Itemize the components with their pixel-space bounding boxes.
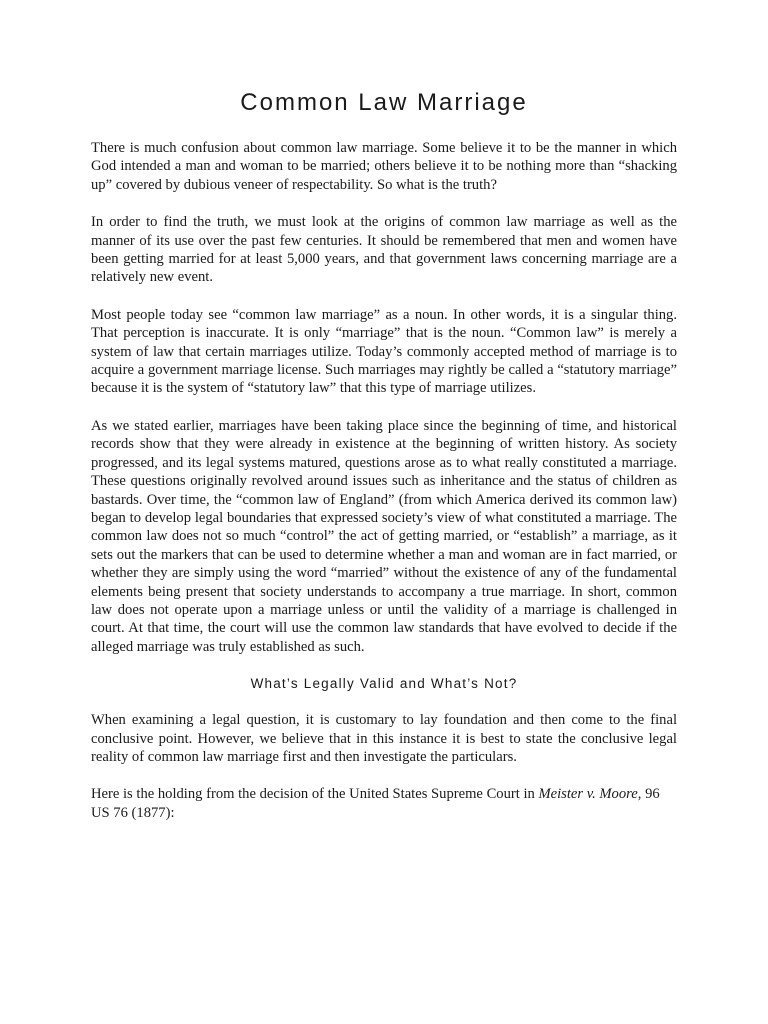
paragraph-noun: Most people today see “common law marriage” as a noun. In other words, it is a singular thing. That perception is inaccurate. It is only “marriage” that is the noun. “Common law” is merely a system of law that certain marriages utilize. Today’s commonly accepted method of marriage is to acquire a government marriage license. Such marriages may rightly be called a “statutory marriage” because it is the system of “statutory law” that this type of marriage utilizes. <box>91 306 677 397</box>
holding-intro: Here is the holding from the decision of the United States Supreme Court in <box>91 786 539 803</box>
case-citation: , 96 US 76 (1877): <box>91 786 660 821</box>
case-name: Meister v. Moore <box>538 786 638 803</box>
paragraph-intro: There is much confusion about common law marriage. Some believe it to be the manner in which God intended a man and woman to be married; others believe it to be nothing more than “shacking up” covered by dubious veneer of respectability. So what is the truth? <box>91 140 677 193</box>
paragraph-origins: In order to find the truth, we must look at the origins of common law marriage as well as the manner of its use over the past few centuries. It should be remembered that men and women have been getting married for at least 5,000 years, and that government laws concerning marriage are a relatively new event. <box>91 214 677 286</box>
paragraph-history: As we stated earlier, marriages have been taking place since the beginning of time, and historical records show that they were already in existence at the beginning of written history. As society progressed, and its legal systems matured, questions arose as to what really constituted a marriage. These questions originally revolved around issues such as inheritance and the status of children as bastards. Over time, the “common law of England” (from which America derived its common law) began to develop legal boundaries that expressed society’s view of what constituted a marriage. The common law does not so much “control” the act of getting married, or “establish” a marriage, as it sets out the markers that can be used to determine whether a man and woman are in fact married, or whether they are simply using the word “married” without the existence of any of the fundamental elements being present that society understands to accompany a true marriage. In short, common law does not operate upon a marriage unless or until the validity of a marriage is challenged in court. At that time, the court will use the common law standards that have evolved to decide if the alleged marriage was truly established as such. <box>91 417 677 655</box>
paragraph-legal-question: When examining a legal question, it is customary to lay foundation and then come to the final conclusive point. However, we believe that in this instance it is best to state the conclusive legal reality of common law marriage first and then investigate the particulars. <box>91 712 677 765</box>
document-title: Common Law Marriage <box>240 89 528 116</box>
section-heading: What’s Legally Valid and What’s Not? <box>250 676 518 692</box>
paragraph-holding <box>91 785 677 822</box>
